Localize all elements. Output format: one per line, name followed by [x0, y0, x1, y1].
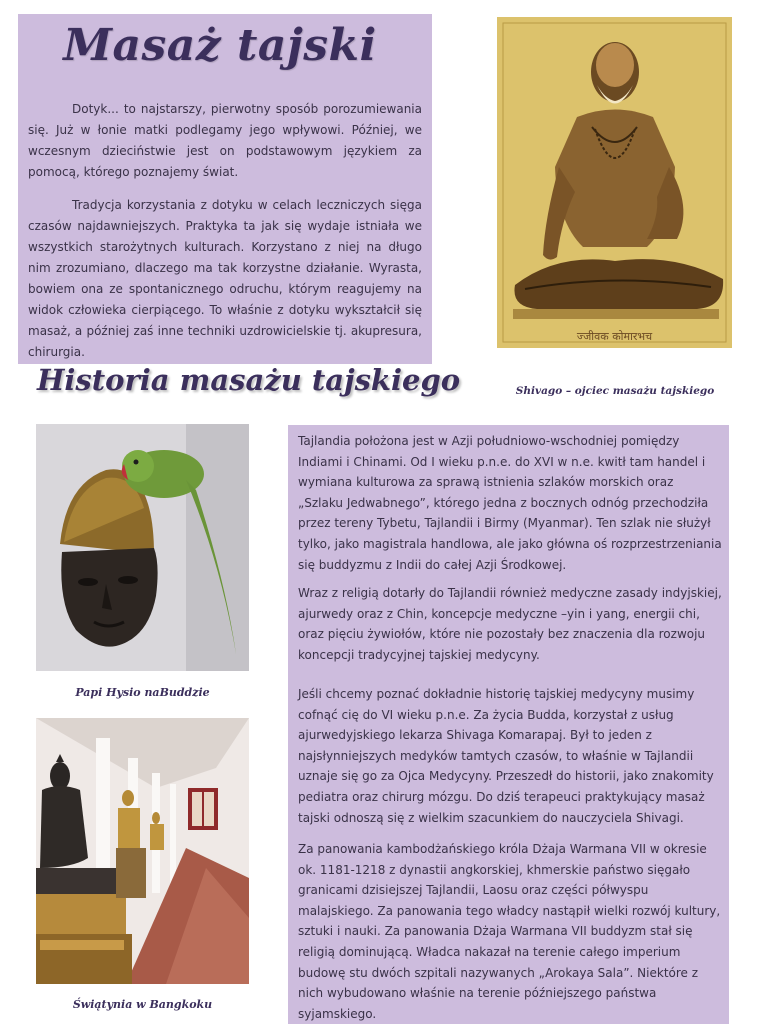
temple-photo: [36, 718, 249, 984]
history-title: Historia masażu tajskiego: [37, 363, 461, 397]
history-paragraph-2: Wraz z religią dotarły do Tajlandii również medyczne zasady indyjskiej, ajurwedy oraz z Chin, koncepcje medyczne –yin i yang, energii chi, oraz pięciu żywiołów, które nie pozostały bez znaczenia dla rozwoju koncepcji tradycyjnej tajskiej medycyny.: [298, 586, 722, 662]
parrot-buddha-illustration: [36, 424, 249, 671]
history-paragraph-1: Tajlandia położona jest w Azji południowo-wschodniej pomiędzy Indiami i Chinami. Od I wieku p.n.e. do XVI w n.e. kwitł tam handel i wymiana kulturowa za sprawą istnienia szlaków morskich oraz „Szlaku Jedwabnego”, którego jedna z bocznych odnóg przechodziła przez tereny Tybetu, Tajlandii i Birmy (Myanmar). Ten szlak nie służył tylko, jako magistrala handlowa, ale jako główna oś rozprzestrzeniania się buddyzmu z Indii do całej Azji Środkowej.: [298, 434, 722, 572]
intro-paragraph-2: Tradycja korzystania z dotyku w celach leczniczych sięga czasów najdawniejszych. Praktyka ta jak się wydaje istniała we wszystkich starożytnych kulturach. Korzystano z niej na długo nim zrozumiano, dlaczego ma tak korzystne działanie. Wyrasta, bowiem ona ze spontanicznego odruchu, którym reagujemy na widok człowieka cierpiącego. To właśnie z dotyku wykształcił się masaż, a później zaś inne techniki uzdrowicielskie tj. akupresura, chirurgia.: [28, 198, 422, 359]
history-paragraph-4: Za panowania kambodżańskiego króla Dżaja Warmana VII w okresie ok. 1181-1218 z dynastii angkorskiej, khmerskie państwo sięgało granicami dzisiejszej Tajlandii, Laosu oraz części półwyspu malajskiego. Za panowania tego władcy nastąpił wielki rozwój kultury, sztuki i nauki. Za panowania Dżaja Warmana VII buddyzm stał się religią dominującą. Władca nakazał na terenie całego imperium budowę stu dwóch szpitali nazywanych „Arokaya Sala”. Niektóre z nich wybudowano właśnie na terenie późniejszego państwa syjamskiego.: [298, 842, 721, 1021]
shivago-caption: Shivago – ojciec masażu tajskiego: [515, 385, 715, 397]
parrot-buddha-photo: [36, 424, 249, 671]
shivago-illustration: [497, 17, 732, 348]
history-box: [288, 425, 729, 1024]
shivago-inscription: ज्जीवक कोमारभच: [576, 330, 653, 343]
parrot-caption: Papi Hysio naBuddzie: [75, 686, 210, 699]
page-title: Masaż tajski: [63, 20, 377, 71]
shivago-photo: [497, 17, 732, 348]
temple-illustration: [36, 718, 249, 984]
temple-caption: Świątynia w Bangkoku: [72, 998, 213, 1011]
history-paragraph-3: Jeśli chcemy poznać dokładnie historię tajskiej medycyny musimy cofnąć cię do VI wieku p.n.e. Za życia Budda, korzystał z usług ajurwedyjskiego lekarza Shivaga Komarapaj. Był to jeden z najsłynniejszych medyków tamtych czasów, to właśnie w Tajlandii uznaje się go za Ojca Medycyny. Przeszedł do historii, jako znakomity pediatra oraz chirurg mózgu. Do dziś terapeuci praktykujący masaż tajski odnoszą się z wielkim szacunkiem do nauczyciela Shivagi.: [298, 687, 714, 825]
intro-paragraph-1: Dotyk... to najstarszy, pierwotny sposób porozumiewania się. Już w łonie matki podlegamy jego wpływowi. Później, we wczesnym dzieciństwie jest on podstawowym językiem za pomocą, którego poznajemy świat.: [28, 102, 422, 179]
